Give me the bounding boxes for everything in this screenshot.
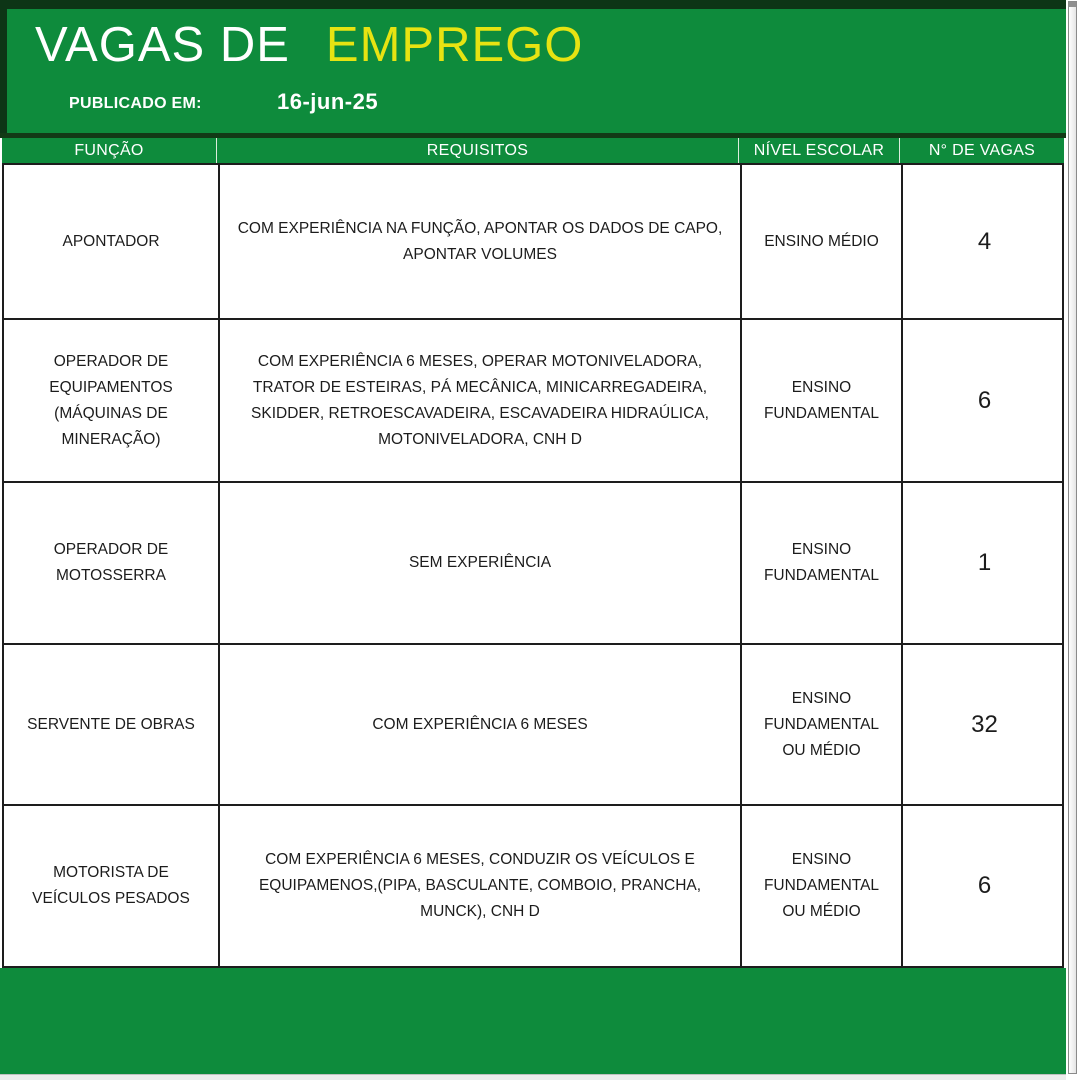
table-row [2,483,1064,645]
bottom-edge-strip [0,1074,1080,1080]
cell-funcao: OPERADOR DE MOTOSSERRA [53,541,169,584]
cell-funcao: SERVENTE DE OBRAS [27,715,195,733]
cell-requisitos: COM EXPERIÊNCIA 6 MESES [218,645,740,804]
table-body [2,163,1064,968]
cell-requisitos: COM EXPERIÊNCIA 6 MESES, OPERAR MOTONIVELADORA, TRATOR DE ESTEIRAS, PÁ MECÂNICA, MINICARREGADEIRA, SKIDDER, RETROESCAVADEIRA, ESCAVADEIRA HIDRAÚLICA, MOTONIVELADORA, CNH D [218,320,740,481]
cell-nivel-escolar: ENSINO FUNDAMENTAL [740,483,901,643]
column-header-funcao: FUNÇÃO [74,141,144,159]
cell-nivel-escolar: ENSINO FUNDAMENTAL OU MÉDIO [740,806,901,966]
cell-n-de-vagas: 6 [901,806,1066,966]
cell-n-de-vagas: 6 [901,320,1066,481]
cell-nivel-escolar: ENSINO MÉDIO [740,165,901,318]
title-part-vagas-de: VAGAS DE [35,18,290,72]
scrollbar-thumb[interactable] [1069,2,1076,7]
cell-nivel-escolar: ENSINO FUNDAMENTAL [740,320,901,481]
cell-requisitos: SEM EXPERIÊNCIA [218,483,740,643]
page-title [35,17,583,73]
vertical-scrollbar-area [1066,0,1080,1080]
table-row [2,320,1064,483]
cell-funcao: APONTADOR [62,232,160,250]
table-header-row [2,138,1064,163]
title-part-emprego: EMPREGO [325,18,584,72]
cell-requisitos: COM EXPERIÊNCIA 6 MESES, CONDUZIR OS VEÍCULOS E EQUIPAMENOS,(PIPA, BASCULANTE, COMBOIO, PRANCHA, MUNCK), CNH D [218,806,740,966]
cell-funcao: OPERADOR DE EQUIPAMENTOS (MÁQUINAS DE MINERAÇÃO) [49,352,173,448]
cell-nivel-escolar: ENSINO FUNDAMENTAL OU MÉDIO [740,645,901,804]
published-label: PUBLICADO EM: [69,95,202,112]
cell-n-de-vagas: 32 [901,645,1066,804]
sheet-header [0,0,1066,133]
cell-n-de-vagas: 1 [901,483,1066,643]
cell-n-de-vagas: 4 [901,165,1066,318]
vertical-scrollbar[interactable] [1068,1,1077,1074]
table-row [2,163,1064,320]
sheet-footer [0,968,1066,1074]
column-header-n-de-vagas: N° DE VAGAS [899,138,1064,163]
table-row [2,645,1064,806]
table-row [2,806,1064,968]
column-header-requisitos: REQUISITOS [216,138,738,163]
cell-funcao: MOTORISTA DE VEÍCULOS PESADOS [32,864,190,907]
column-header-nivel-escolar: NÍVEL ESCOLAR [738,138,899,163]
cell-requisitos: COM EXPERIÊNCIA NA FUNÇÃO, APONTAR OS DADOS DE CAPO, APONTAR VOLUMES [218,165,740,318]
published-date: 16-jun-25 [277,89,379,114]
